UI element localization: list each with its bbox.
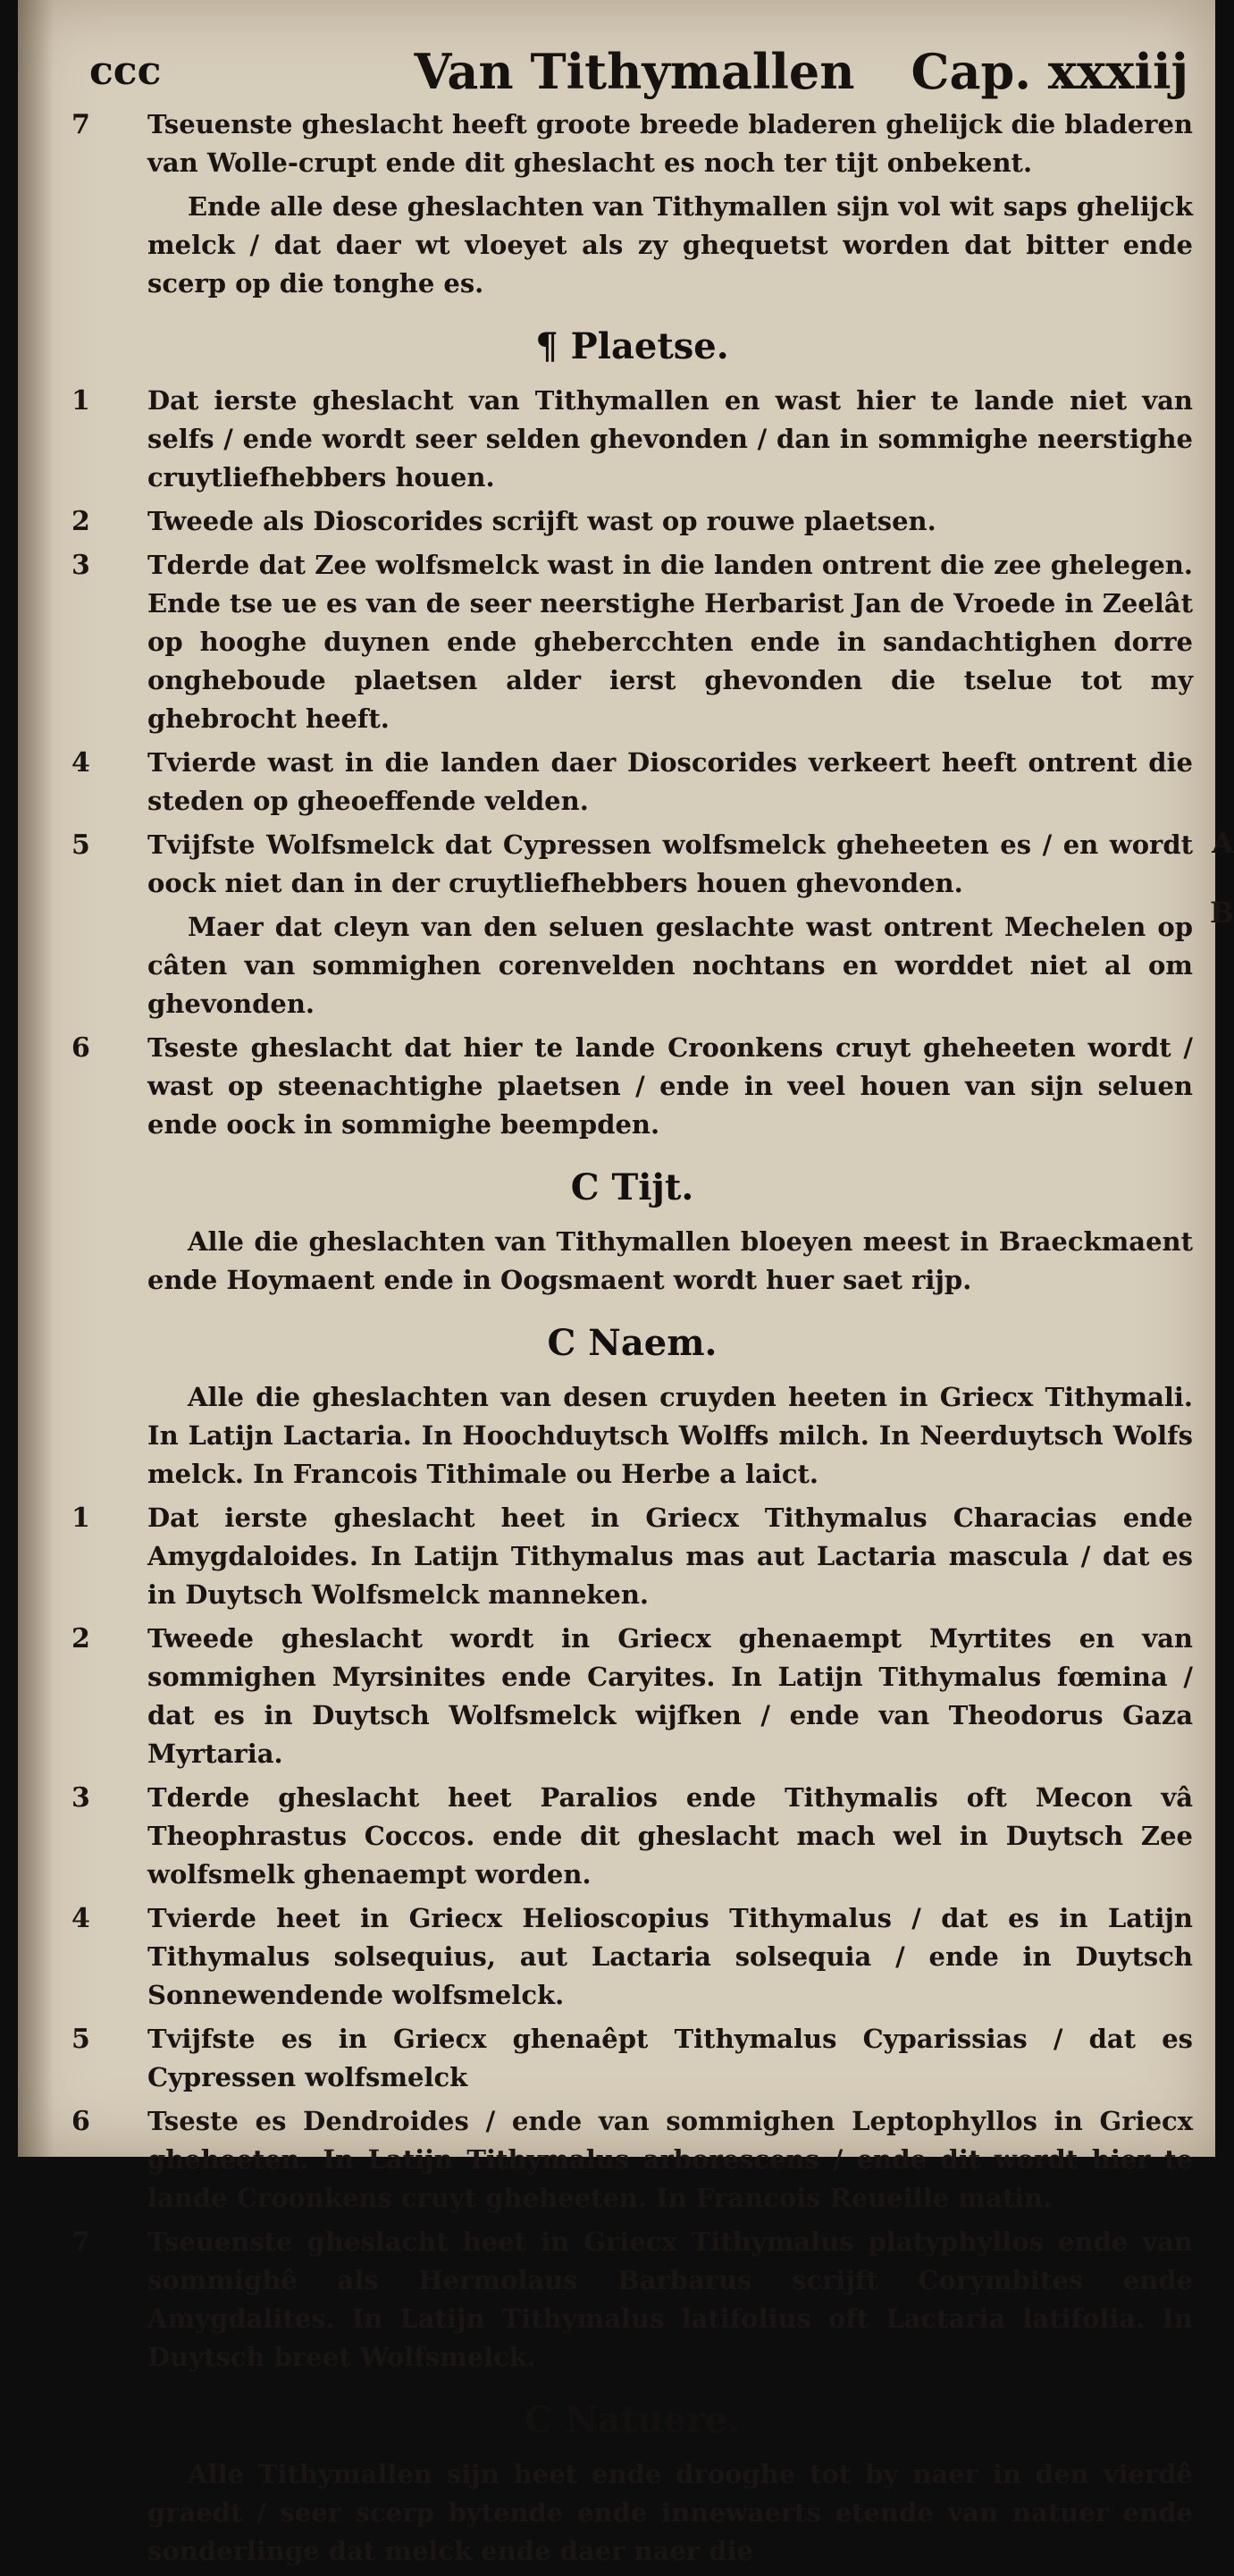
section-heading: C Tijt.: [570, 1166, 694, 1208]
text-paragraph: [63, 744, 1202, 821]
paragraph-number: 1: [71, 385, 90, 417]
text-paragraph: [63, 502, 1202, 541]
paragraph-number: 4: [71, 1903, 90, 1934]
paragraph-text: Dat ierste gheslacht van Tithymallen en wast hier te lande niet van selfs / ende wordt seer selden ghevonden / dan in sommighe neerstighe cruytliefhebbers houen.: [147, 385, 1193, 492]
paragraph-text: Tweede als Dioscorides scrijft wast op rouwe plaetsen.: [147, 506, 936, 536]
text-paragraph: [63, 105, 1202, 182]
paragraph-number: 1: [71, 1503, 90, 1534]
folio-number: ccc: [89, 48, 162, 94]
paragraph-text: Alle Tithymallen sijn heet ende drooghe tot by naer in den vierdê graedt / seer scerp bytende ende innewaerts etende van natuer ende sonderlinge dat melck ende daer naer die: [147, 2459, 1193, 2566]
paragraph-text: Tderde dat Zee wolfsmelck wast in die landen ontrent die zee ghelegen. Ende tse ue es van de seer neerstighe Herbarist Jan de Vroede in Zeelât op hooghe duynen ende ghebercchten ende in sandachtighen dorre ongheboude plaetsen alder ierst ghevonden die tselue tot my ghebrocht heeft.: [147, 550, 1193, 734]
paragraph-text: Tseste es Dendroides / ende van sommighen Leptophyllos in Griecx gheheeten. In Latijn Tithymalus arborescens / ende dit wordt hier te lande Croonkens cruyt gheheeten. In Francois Reueille matin.: [147, 2106, 1193, 2213]
paragraph-number: 2: [71, 1623, 90, 1654]
text-body: [63, 105, 1234, 2576]
paragraph-text: Tvijfste es in Griecx ghenaêpt Tithymalus Cyparissias / dat es Cypressen wolfsmelck: [147, 2024, 1193, 2092]
paragraph-number: 6: [71, 1032, 90, 1064]
paragraph-number: 4: [71, 747, 90, 779]
paragraph-text: Tvierde heet in Griecx Helioscopius Tithymalus / dat es in Latijn Tithymalus solsequius, aut Lactaria solsequia / ende in Duytsch Sonnewendende wolfsmelck.: [147, 1903, 1193, 2010]
text-paragraph: [63, 908, 1202, 1023]
margin-mark-b: B: [1209, 896, 1234, 930]
paragraph-number: 2: [71, 506, 90, 537]
text-paragraph: [63, 1779, 1202, 1894]
chapter-number: Cap. xxxiij: [911, 43, 1188, 100]
text-paragraph: [63, 1620, 1202, 1773]
text-paragraph: [63, 1378, 1202, 1494]
paragraph-number: 7: [71, 109, 90, 140]
text-paragraph: [63, 2102, 1202, 2218]
text-paragraph: [63, 1899, 1202, 2015]
text-paragraph: [63, 382, 1202, 497]
paragraph-text: Tseuenste gheslacht heeft groote breede bladeren ghelijck die bladeren van Wolle-crupt ende dit gheslacht es noch ter tijt onbekent.: [147, 109, 1193, 178]
text-paragraph: [63, 2223, 1202, 2377]
text-paragraph: [63, 2020, 1202, 2097]
paragraph-text: Tderde gheslacht heet Paralios ende Tithymalis oft Mecon vâ Theophrastus Coccos. ende dit gheslacht mach wel in Duytsch Zee wolfsmelk ghenaempt worden.: [147, 1782, 1193, 1890]
paragraph-number: 5: [71, 2024, 90, 2055]
text-paragraph: [63, 2455, 1202, 2571]
paragraph-text: Tvijfste Wolfsmelck dat Cypressen wolfsmelck gheheeten es / en wordt oock niet dan in der cruytliefhebbers houen ghevonden.: [147, 829, 1193, 898]
paragraph-text: Tweede gheslacht wordt in Griecx ghenaempt Myrtites en van sommighen Myrsinites ende Caryites. In Latijn Tithymalus fœmina / dat es in Duytsch Wolfsmelck wijfken / ende van Theodorus Gaza Myrtaria.: [147, 1623, 1193, 1769]
section-heading: C Naem.: [547, 1322, 718, 1364]
page-title: Van Tithymallen: [414, 43, 855, 100]
page-gutter-shadow: [18, 0, 54, 2157]
paragraph-number: 3: [71, 1782, 90, 1814]
paragraph-number: 6: [71, 2106, 90, 2137]
paragraph-text: Tvierde wast in die landen daer Dioscorides verkeert heeft ontrent die steden op gheoeffende velden.: [147, 747, 1193, 816]
paragraph-text: Alle die gheslachten van Tithymallen bloeyen meest in Braeckmaent ende Hoymaent ende in Oogsmaent wordt huer saet rijp.: [147, 1226, 1193, 1295]
paragraph-text: Ende alle dese gheslachten van Tithymallen sijn vol wit saps ghelijck melck / dat daer wt vloeyet als zy ghequetst worden dat bitter ende scerp op die tonghe es.: [147, 191, 1193, 299]
text-paragraph: [63, 1499, 1202, 1614]
paragraph-text: Dat ierste gheslacht heet in Griecx Tithymalus Characias ende Amygdaloides. In Latijn Tithymalus mas aut Lactaria mascula / dat es in Duytsch Wolfsmelck manneken.: [147, 1503, 1193, 1610]
paragraph-text: Tseuenste gheslacht heet in Griecx Tithymalus platyphyllos ende van sommighê als Hermolaus Barbarus scrijft Corymbites ende Amygdalites. In Latijn Tithymalus latifolius oft Lactaria latifolia. In Duytsch breet Wolfsmelck.: [147, 2227, 1193, 2372]
paragraph-number: 7: [71, 2227, 90, 2258]
text-paragraph: [63, 826, 1202, 903]
paragraph-text: Alle die gheslachten van desen cruyden heeten in Griecx Tithymali. In Latijn Lactaria. In Hoochduytsch Wolffs milch. In Neerduytsch Wolfs melck. In Francois Tithimale ou Herbe a laict.: [147, 1382, 1193, 1489]
running-header: [80, 38, 1188, 100]
margin-mark-a: A: [1212, 826, 1234, 860]
paragraph-number: 5: [71, 829, 90, 861]
section-heading: ¶ Plaetse.: [535, 325, 729, 367]
paragraph-number: 3: [71, 550, 90, 581]
book-page: [18, 0, 1234, 2566]
text-paragraph: [63, 546, 1202, 738]
paragraph-text: Tseste gheslacht dat hier te lande Croonkens cruyt gheheeten wordt / wast op steenachtighe plaetsen / ende in veel houen van sijn seluen ende oock in sommighe beempden.: [147, 1032, 1193, 1140]
text-paragraph: [63, 1029, 1202, 1144]
paragraph-text: Maer dat cleyn van den seluen geslachte wast ontrent Mechelen op câten van sommighen corenvelden nochtans en worddet niet al om ghevonden.: [147, 912, 1193, 1019]
section-heading: C Natuere.: [524, 2399, 741, 2441]
text-paragraph: [63, 1223, 1202, 1300]
text-paragraph: [63, 188, 1202, 303]
